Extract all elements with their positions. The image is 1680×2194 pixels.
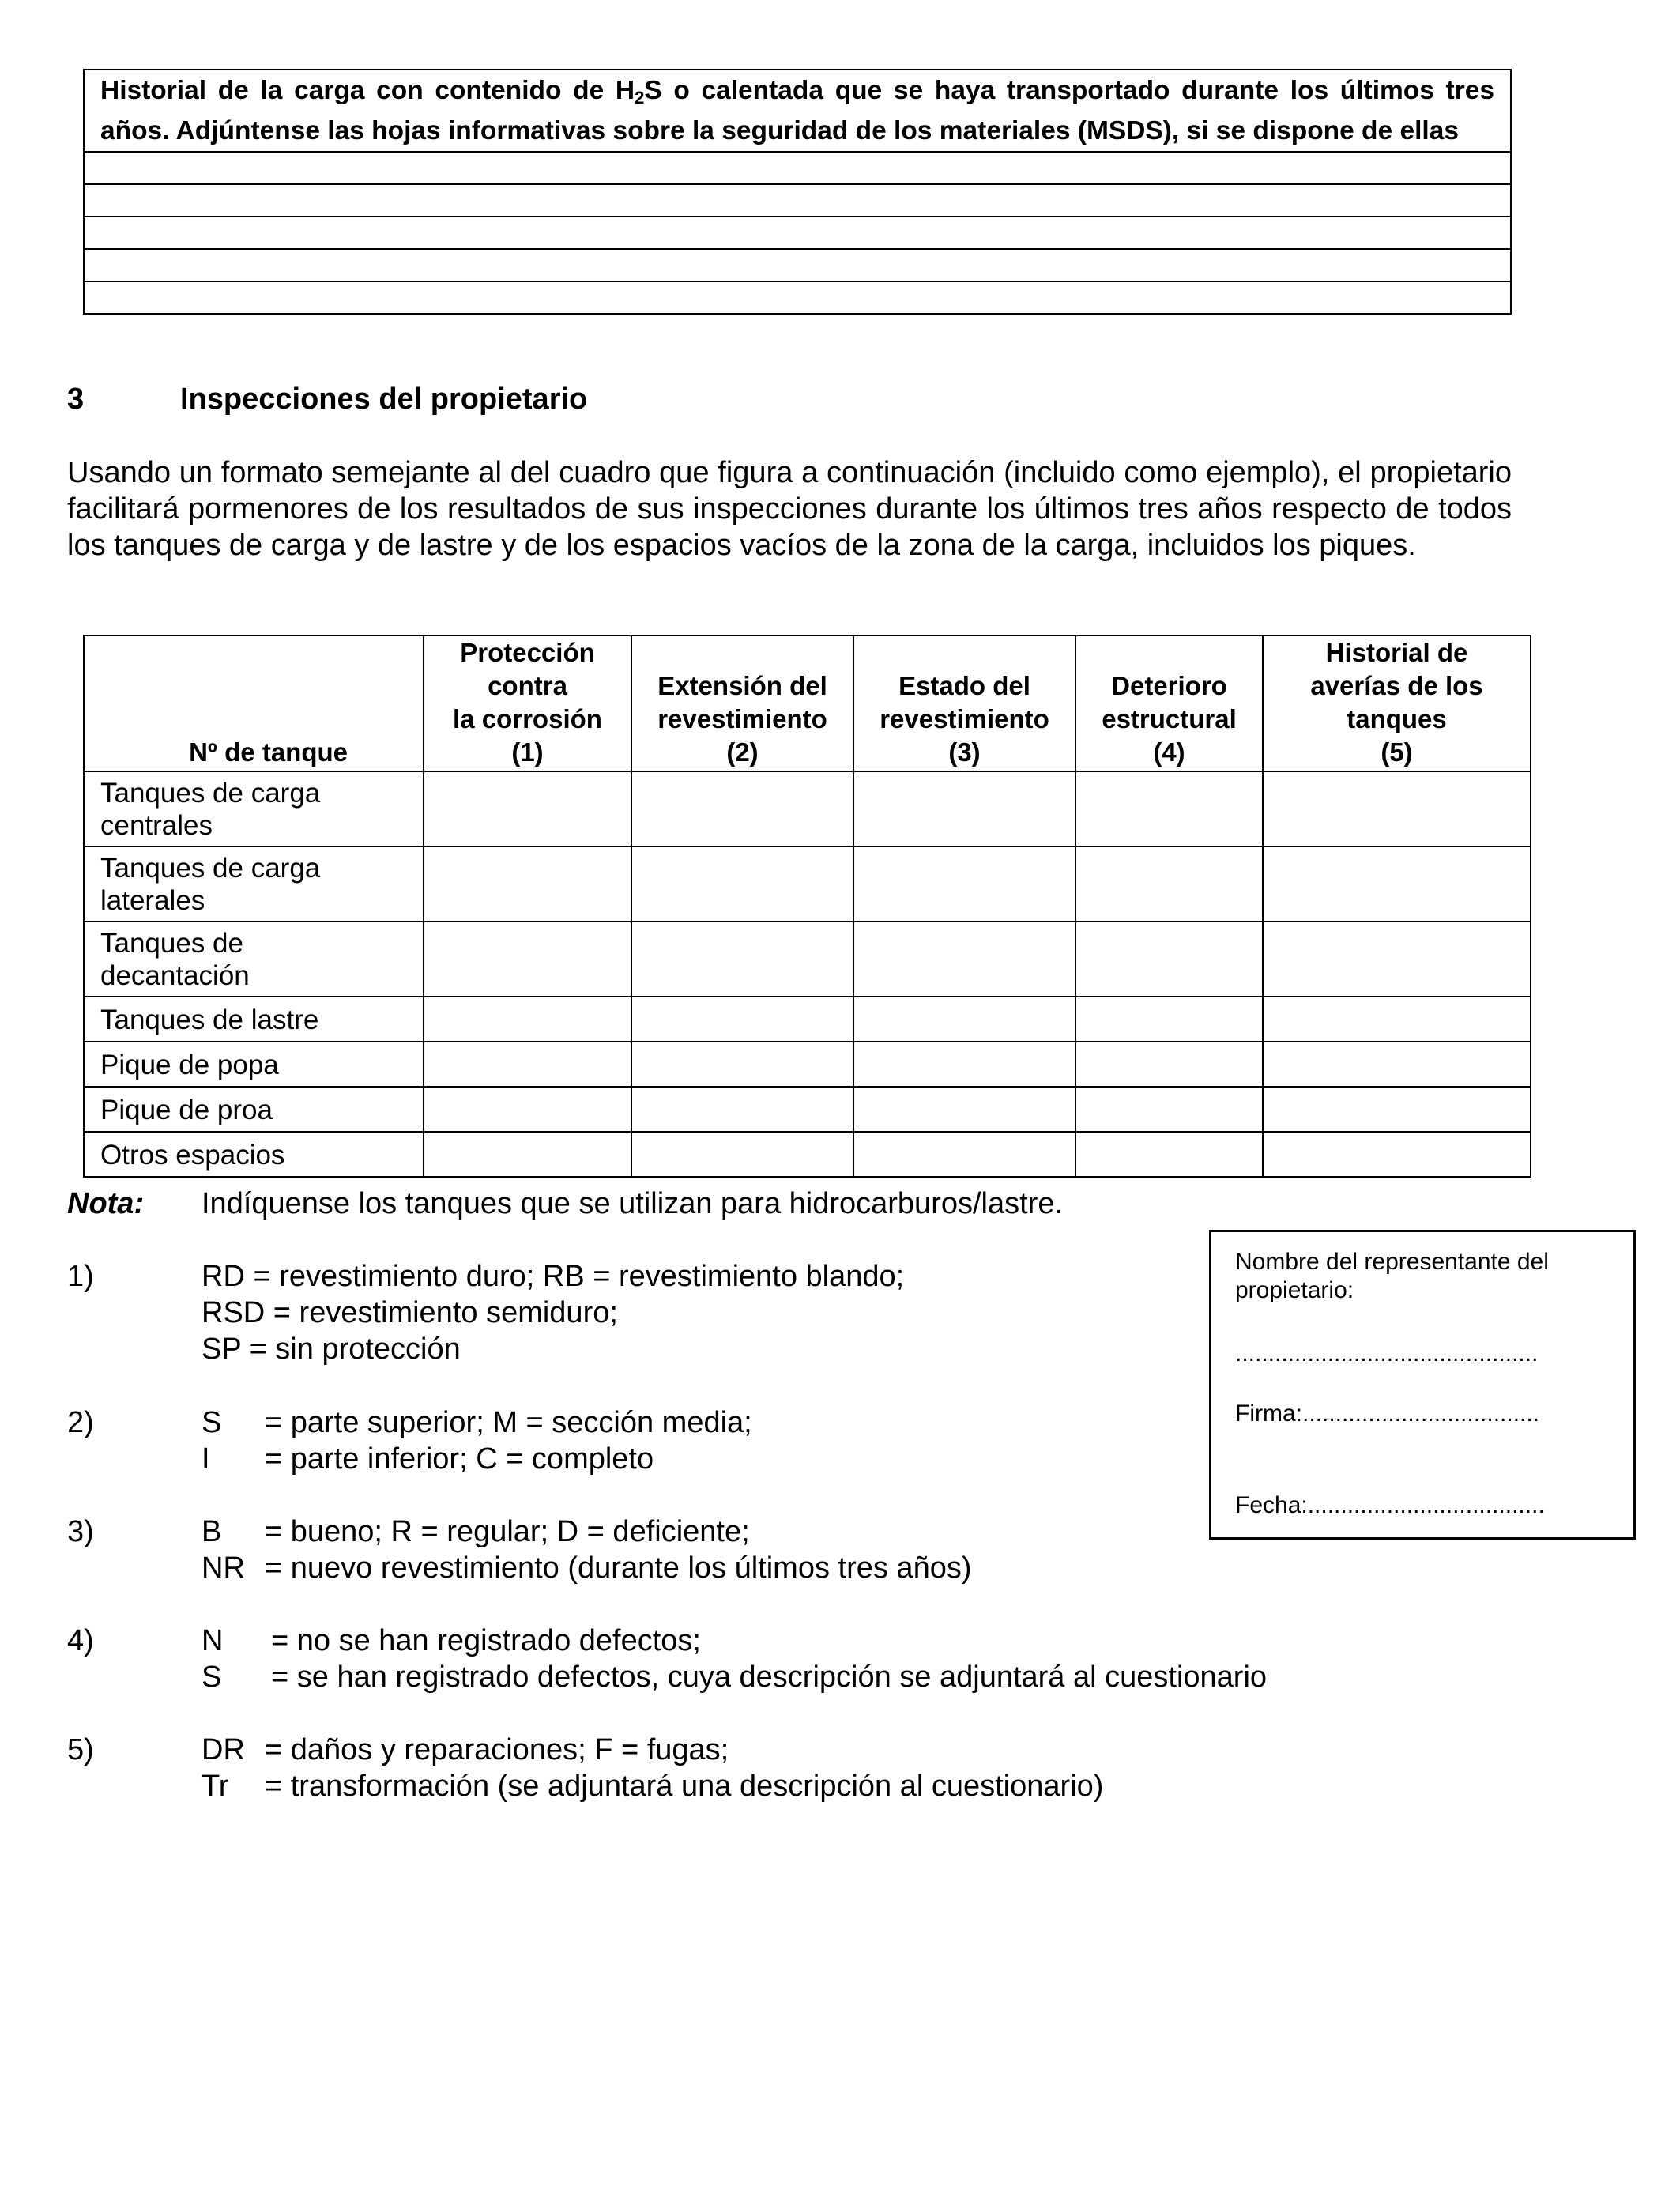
signature-field[interactable]: Firma:.................................... [1235,1400,1540,1427]
inspection-entry-cell[interactable] [1263,1087,1531,1132]
inspection-entry-cell[interactable] [853,997,1075,1042]
note-number: 4) [67,1624,94,1657]
table-row [84,846,1531,922]
tank-type-label: Otros espacios [84,1132,424,1177]
note-number: 2) [67,1406,94,1439]
inspection-entry-cell[interactable] [853,1132,1075,1177]
note-text: Indíquense los tanques que se utilizan para hidrocarburos/lastre. [202,1187,1064,1220]
note-label: Nota: [67,1187,145,1220]
note-code: B [202,1515,222,1548]
inspection-entry-cell[interactable] [1263,922,1531,997]
section-title: Inspecciones del propietario [180,383,588,416]
note-code: Tr [202,1770,229,1803]
header-corrosion-protection: Protección contra la corrosión (1) [424,635,631,771]
cargo-header-subscript: 2 [635,88,645,107]
note-line [202,1768,1103,1804]
representative-name-field[interactable]: .............................................. [1235,1340,1539,1367]
note-code: S [202,1406,222,1439]
header-damage-history: Historial de averías de los tanques (5) [1263,635,1531,771]
table-row [84,1042,1531,1087]
header-coating-condition: Estado del revestimiento (3) [853,635,1075,771]
note-line [202,1732,1103,1768]
note-item [202,1514,971,1586]
section-number: 3 [67,383,85,416]
inspection-entry-cell[interactable] [1075,1087,1263,1132]
inspection-entry-cell[interactable] [853,1042,1075,1087]
cargo-history-table [83,69,1512,315]
inspection-entry-cell[interactable] [853,1087,1075,1132]
inspection-entry-cell[interactable] [1263,771,1531,846]
signature-box [1209,1230,1636,1540]
note-definition: = no se han registrado defectos; [271,1624,701,1657]
note-line [202,1404,752,1441]
tank-type-label: Pique de proa [84,1087,424,1132]
note-line [202,1623,1267,1659]
note-line: RD = revestimiento duro; RB = revestimiento blando; [202,1260,905,1293]
tank-type-label: Tanques de carga laterales [84,846,424,922]
header-structural-deterioration: Deterioro estructural (4) [1075,635,1263,771]
tank-type-label: Tanques de decantación [84,922,424,997]
table-row [84,922,1531,997]
note-line: SP = sin protección [202,1333,461,1366]
note-code: N [202,1624,224,1657]
note-code: NR [202,1551,245,1585]
table-row [84,1087,1531,1132]
header-tank-number: Nº de tanque [84,635,424,771]
inspection-entry-cell[interactable] [631,846,853,922]
inspection-header-row [84,635,1531,771]
inspection-entry-cell[interactable] [853,846,1075,922]
inspection-entry-cell[interactable] [853,922,1075,997]
cargo-history-entry-row[interactable] [84,152,1511,184]
note-line [202,1659,1267,1695]
intro-paragraph: Usando un formato semejante al del cuadro que figura a continuación (incluido como ejemplo), el propietario facilitará pormenores de los resultados de sus inspecciones durante los últimos tres años respecto de todos los tanques de carga y de lastre y de los espacios vacíos de la zona de la carga, incluidos los piques. [67,456,1512,562]
inspection-entry-cell[interactable] [424,771,631,846]
inspection-entry-cell[interactable] [1263,846,1531,922]
note-number: 3) [67,1515,94,1548]
inspection-entry-cell[interactable] [424,997,631,1042]
note-item [202,1623,1267,1695]
cargo-history-entry-row[interactable] [84,184,1511,217]
note-item [202,1404,752,1477]
inspection-entry-cell[interactable] [1075,997,1263,1042]
note-item [202,1732,1103,1804]
note-number: 1) [67,1260,94,1293]
tank-type-label: Pique de popa [84,1042,424,1087]
cargo-history-entry-row[interactable] [84,281,1511,314]
inspection-entry-cell[interactable] [424,1087,631,1132]
cargo-header-text-1: Historial de la carga con contenido de H [100,76,635,105]
inspection-entry-cell[interactable] [631,1132,853,1177]
inspection-entry-cell[interactable] [424,846,631,922]
note-line: RSD = revestimiento semiduro; [202,1296,618,1329]
inspection-entry-cell[interactable] [1075,846,1263,922]
note-definition: = se han registrado defectos, cuya descripción se adjuntará al cuestionario [271,1661,1268,1694]
header-coating-extent: Extensión del revestimiento (2) [631,635,853,771]
inspection-entry-cell[interactable] [1075,922,1263,997]
inspection-entry-cell[interactable] [853,771,1075,846]
inspection-entry-cell[interactable] [631,1087,853,1132]
cargo-header-text-2: S o calentada que se haya transportado durante los últimos tres años. Adjúntense las hojas informativas sobre la seguridad de los materiales (MSDS), si se dispone de ellas [100,76,1495,145]
tank-type-label: Tanques de carga centrales [84,771,424,846]
inspection-entry-cell[interactable] [1263,1042,1531,1087]
note-code: S [202,1661,222,1694]
date-field[interactable]: Fecha:.................................... [1235,1492,1545,1518]
note-definition: = parte inferior; C = completo [265,1442,654,1476]
inspection-entry-cell[interactable] [631,922,853,997]
note-definition: = parte superior; M = sección media; [265,1406,752,1439]
inspection-entry-cell[interactable] [424,1042,631,1087]
note-number: 5) [67,1733,94,1766]
tank-type-label: Tanques de lastre [84,997,424,1042]
inspection-entry-cell[interactable] [631,997,853,1042]
table-row [84,997,1531,1042]
note-line [202,1441,752,1477]
note-line [202,1550,971,1586]
inspection-entry-cell[interactable] [424,1132,631,1177]
note-definition: = bueno; R = regular; D = deficiente; [265,1515,750,1548]
inspection-entry-cell[interactable] [1263,997,1531,1042]
inspection-entry-cell[interactable] [424,922,631,997]
inspection-entry-cell[interactable] [1075,1132,1263,1177]
inspection-entry-cell[interactable] [631,1042,853,1087]
table-row [84,1132,1531,1177]
cargo-history-header [84,70,1511,152]
cargo-history-entry-row[interactable] [84,217,1511,249]
table-row [84,771,1531,846]
note-definition: = nuevo revestimiento (durante los últimos tres años) [265,1551,972,1585]
inspection-entry-cell[interactable] [631,771,853,846]
note-item [202,1258,904,1367]
note-line [202,1514,971,1550]
inspection-entry-cell[interactable] [1263,1132,1531,1177]
note-definition: = transformación (se adjuntará una descripción al cuestionario) [265,1770,1104,1803]
inspection-table [83,635,1531,1178]
note-code: DR [202,1733,245,1766]
inspection-entry-cell[interactable] [1075,771,1263,846]
note-code: I [202,1442,210,1476]
note-definition: = daños y reparaciones; F = fugas; [265,1733,729,1766]
inspection-entry-cell[interactable] [1075,1042,1263,1087]
representative-name-label: Nombre del representante del propietario: [1235,1249,1549,1303]
cargo-history-entry-row[interactable] [84,249,1511,281]
